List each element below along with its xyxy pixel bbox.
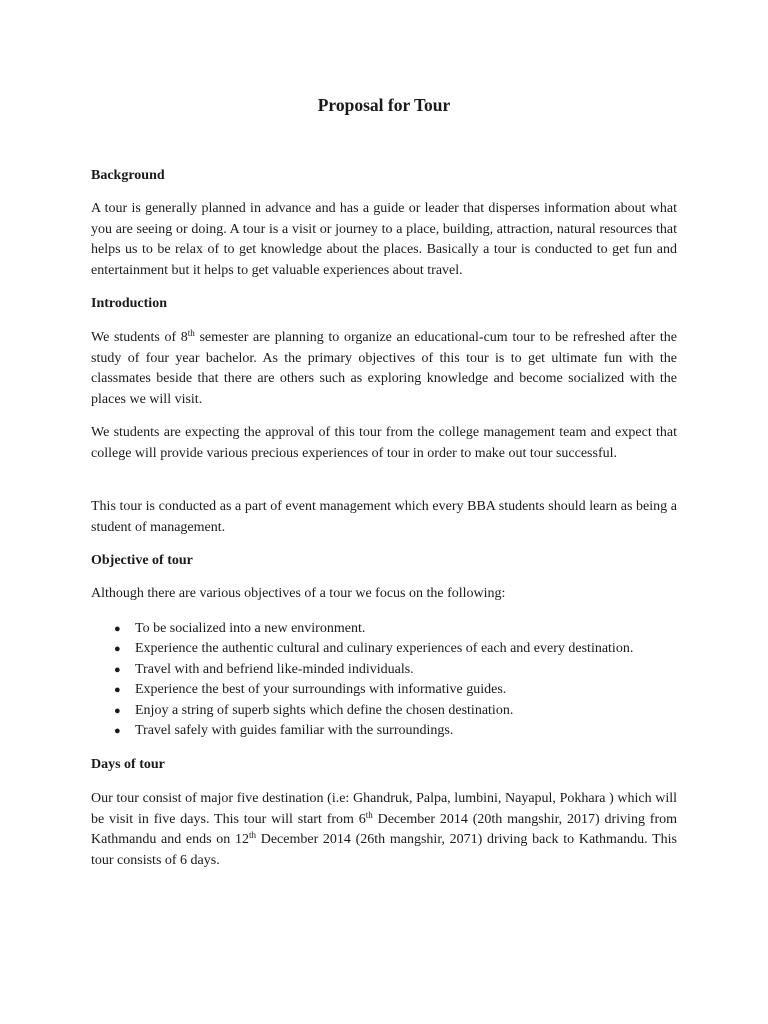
list-item: ● Experience the authentic cultural and culinary experiences of each and every destination. [91,639,677,659]
ordinal-suffix: th [365,809,373,820]
bullet-icon: ● [114,663,121,676]
objectives-list [91,619,677,741]
ordinal-suffix: th [249,830,257,841]
list-item: ● Enjoy a string of superb sights which define the chosen destination. [91,701,677,721]
introduction-paragraph-2: We students are expecting the approval of this tour from the college management team and expect that college will provide various precious experiences of tour in order to make out tour successful. [91,425,677,461]
list-item: ● Travel with and befriend like-minded individuals. [91,660,677,680]
intro-text-start: We students of 8 [91,330,188,345]
list-item: ● Experience the best of your surroundings with informative guides. [91,680,677,700]
list-item: ● To be socialized into a new environment. [91,619,677,639]
days-paragraph: Our tour consist of major five destination (i.e: Ghandruk, Palpa, lumbini, Nayapul, Pokhara ) which will be visit in five days. This tour will start from 6th December 2014 (20th mangshir, 2017) driving from Kathmandu and ends on 12th December 2014 (26th mangshir, 2071) driving back to Kathmandu. This tour consists of 6 days. [91,791,677,868]
document-title: Proposal for Tour [317,95,451,115]
bullet-icon: ● [114,643,121,656]
list-item: ● Travel safely with guides familiar with the surroundings. [91,721,677,741]
introduction-paragraph-3: This tour is conducted as a part of event management which every BBA students should learn as being a student of management. [91,499,677,535]
bullet-icon: ● [114,684,121,697]
objective-heading: Objective of tour [91,553,193,568]
background-heading: Background [91,168,165,183]
ordinal-suffix: th [187,328,195,338]
bullet-icon: ● [114,725,121,738]
background-paragraph: A tour is generally planned in advance and has a guide or leader that disperses information about what you are seeing or doing. A tour is a visit or journey to a place, building, attraction, natural resources that helps us to be relax of to get knowledge about the places. Basically a tour is conducted to get fun and entertainment but it helps to get valuable experiences about travel. [91,201,677,278]
intro-text-rest: semester are planning to organize an educational-cum tour to be refreshed after the study of four year bachelor. As the primary objectives of this tour is to get ultimate fun with the classmates beside that there are others such as exploring knowledge and become socialized with the places we will visit. [91,330,677,407]
objective-intro: Although there are various objectives of a tour we focus on the following: [91,586,506,601]
bullet-icon: ● [114,623,121,635]
introduction-paragraph-1 [91,328,677,410]
days-heading: Days of tour [91,757,165,772]
bullet-icon: ● [114,704,121,717]
introduction-heading: Introduction [91,296,167,311]
